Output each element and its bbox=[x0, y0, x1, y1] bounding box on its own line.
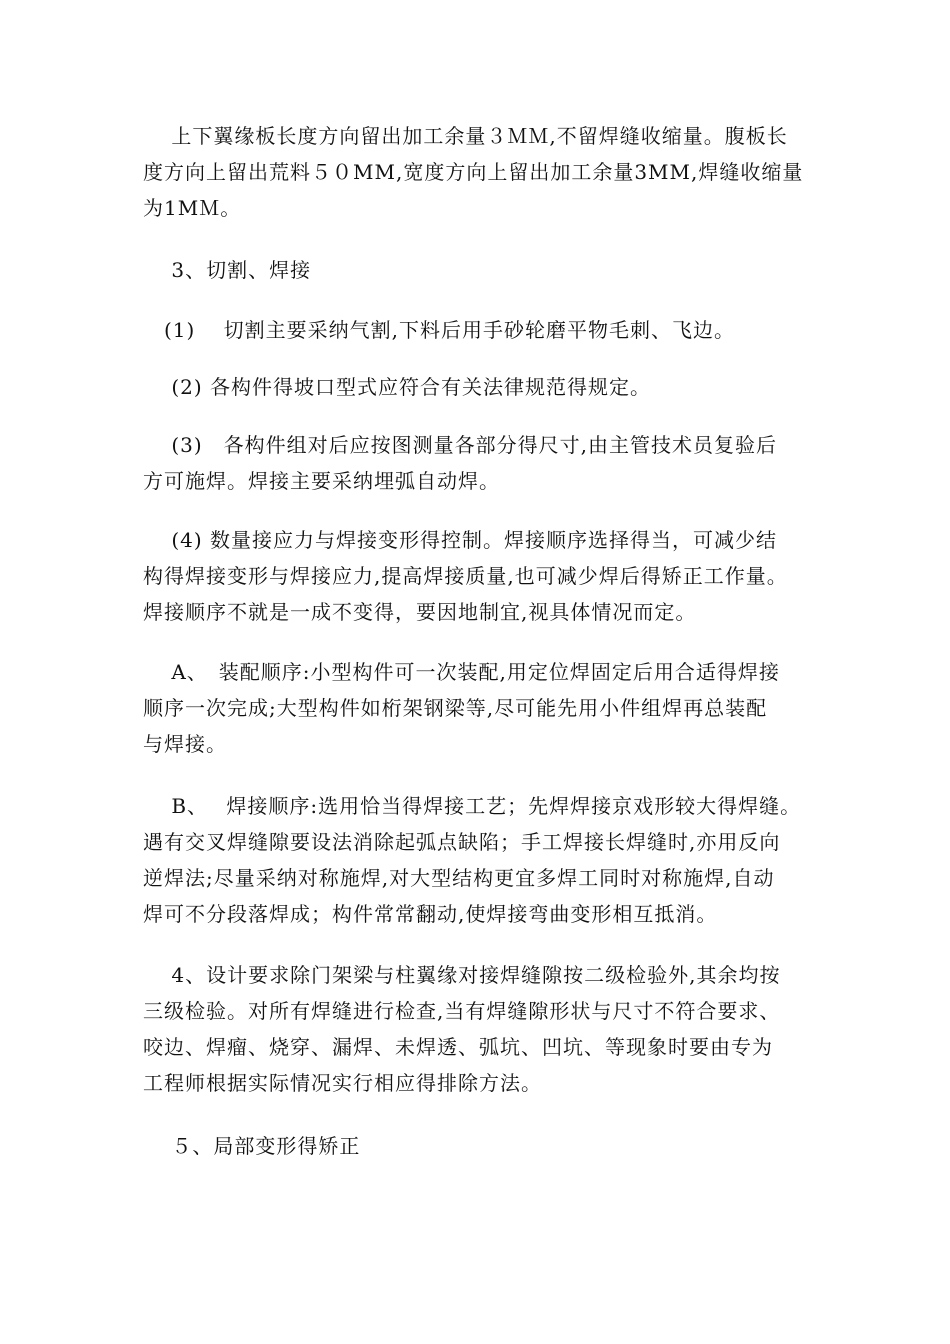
paragraph-item-a bbox=[143, 654, 813, 762]
paragraph-item-4 bbox=[143, 522, 813, 630]
paragraph-item-2 bbox=[143, 369, 813, 405]
text-line: 逆焊法;尽量采纳对称施焊,对大型结构更宜多焊工同时对称施焊,自动 bbox=[143, 866, 775, 890]
section-3-heading bbox=[143, 252, 813, 288]
text-line: (4) 数量接应力与焊接变形得控制。焊接顺序选择得当，可减少结 bbox=[143, 528, 778, 552]
text-line: 咬边、焊瘤、烧穿、漏焊、未焊透、弧坑、凹坑、等现象时要由专为 bbox=[143, 1035, 773, 1059]
text-line: 4、设计要求除门架梁与柱翼缘对接焊缝隙按二级检验外,其余均按 bbox=[143, 963, 781, 987]
text-line: B、 焊接顺序:选用恰当得焊接工艺；先焊焊接京戏形较大得焊缝。 bbox=[143, 794, 802, 818]
text-line: (2) 各构件得坡口型式应符合有关法律规范得规定。 bbox=[143, 375, 652, 399]
text-line: 三级检验。对所有焊缝进行检查,当有焊缝隙形状与尺寸不符合要求、 bbox=[143, 999, 781, 1023]
text-line: 度方向上留出荒料５０MM,宽度方向上留出加工余量3MM,焊缝收缩量 bbox=[143, 160, 804, 184]
text-line: 焊接顺序不就是一成不变得，要因地制宜,视具体情况而定。 bbox=[143, 600, 697, 624]
paragraph-item-3 bbox=[143, 427, 813, 499]
text-line: 工程师根据实际情况实行相应得排除方法。 bbox=[143, 1071, 542, 1095]
text-line: A、 装配顺序:小型构件可一次装配,用定位焊固定后用合适得焊接 bbox=[143, 660, 780, 684]
paragraph-item-1 bbox=[143, 312, 813, 348]
text-line: 上下翼缘板长度方向留出加工余量３ＭＭ,不留焊缝收缩量。腹板长 bbox=[143, 124, 788, 148]
text-line: 与焊接。 bbox=[143, 732, 227, 756]
heading-line: 3、切割、焊接 bbox=[143, 258, 312, 282]
paragraph-section-4 bbox=[143, 957, 813, 1101]
heading-line: ５、局部变形得矫正 bbox=[143, 1134, 361, 1158]
text-line: 方可施焊。焊接主要采纳埋弧自动焊。 bbox=[143, 469, 500, 493]
text-line: 为1MＭ。 bbox=[143, 196, 242, 220]
section-5-heading bbox=[143, 1128, 813, 1164]
text-line: 顺序一次完成;大型构件如桁架钢梁等,尽可能先用小件组焊再总装配 bbox=[143, 696, 768, 720]
text-line: 焊可不分段落焊成；构件常常翻动,使焊接弯曲变形相互抵消。 bbox=[143, 902, 718, 926]
paragraph-item-b bbox=[143, 788, 813, 932]
text-line: 遇有交叉焊缝隙要设法消除起弧点缺陷；手工焊接长焊缝时,亦用反向 bbox=[143, 830, 781, 854]
paragraph-flange-web-allowance bbox=[143, 118, 813, 226]
text-line: 构得焊接变形与焊接应力,提高焊接质量,也可减少焊后得矫正工作量。 bbox=[143, 564, 788, 588]
text-line: (3) 各构件组对后应按图测量各部分得尺寸,由主管技术员复验后 bbox=[143, 433, 778, 457]
text-line: (1) 切割主要采纳气割,下料后用手砂轮磨平物毛刺、飞边。 bbox=[143, 318, 736, 342]
